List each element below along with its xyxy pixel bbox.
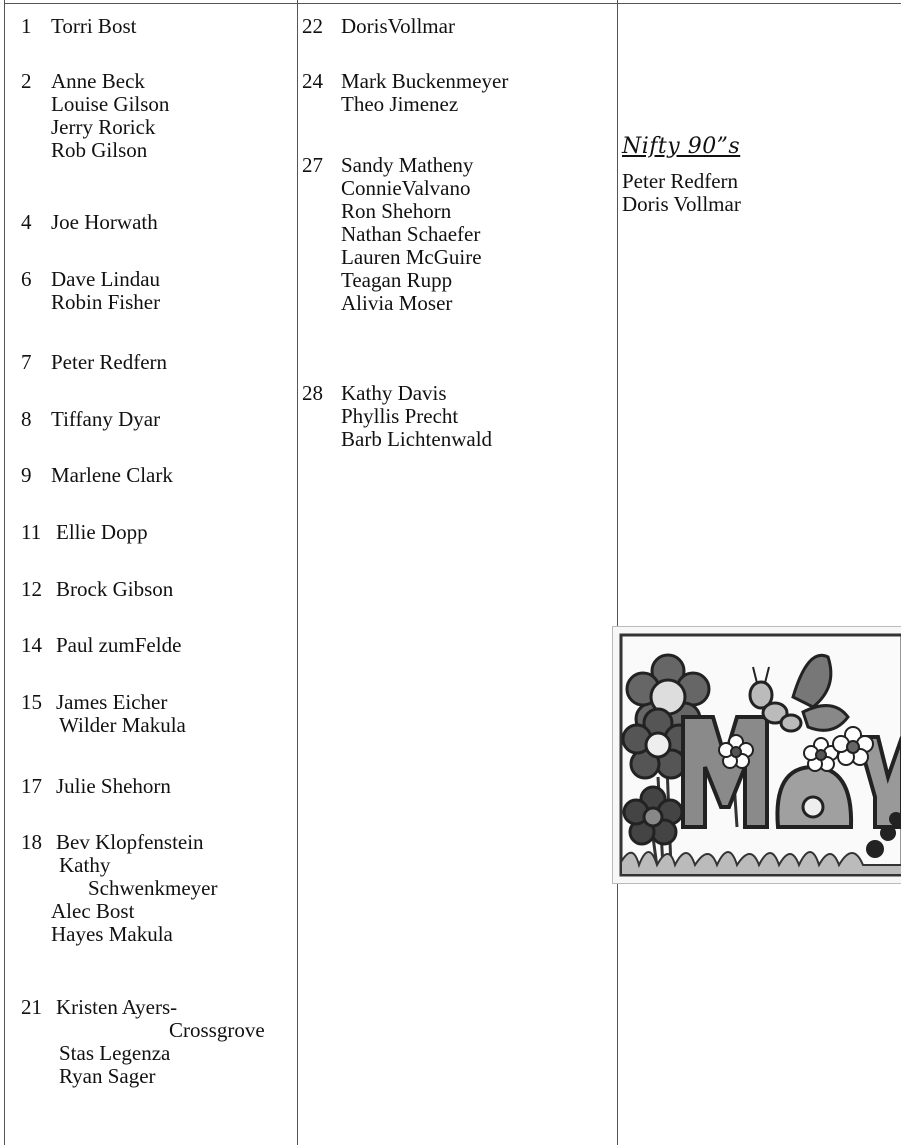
birthday-day-number: 7 xyxy=(21,350,32,374)
birthday-name: Stas Legenza xyxy=(59,1041,171,1065)
birthday-day-number: 11 xyxy=(21,520,42,544)
birthday-day-number: 17 xyxy=(21,774,42,798)
birthday-name: Kathy Davis xyxy=(341,381,447,405)
birthday-name: Robin Fisher xyxy=(51,290,161,314)
birthday-name: Louise Gilson xyxy=(51,92,170,116)
nifty-90s-title: Nifty 90”s xyxy=(622,134,741,159)
top-border xyxy=(4,3,901,4)
birthday-name: Jerry Rorick xyxy=(51,115,156,139)
birthday-day-number: 8 xyxy=(21,407,32,431)
birthday-day-number: 1 xyxy=(21,14,32,38)
birthday-name: Sandy Matheny xyxy=(341,153,474,177)
birthday-name: Mark Buckenmeyer xyxy=(341,69,509,93)
birthday-name: Bev Klopfenstein xyxy=(56,830,204,854)
birthday-name: Dave Lindau xyxy=(51,267,161,291)
birthday-name: Wilder Makula xyxy=(59,713,186,737)
nifty-name: Doris Vollmar xyxy=(622,192,741,216)
birthday-name: Anne Beck xyxy=(51,69,145,93)
birthday-name: James Eicher xyxy=(56,690,168,714)
birthday-name: Ryan Sager xyxy=(59,1064,156,1088)
birthday-name: Marlene Clark xyxy=(51,463,173,487)
birthday-name: Lauren McGuire xyxy=(341,245,482,269)
birthday-name: Joe Horwath xyxy=(51,210,158,234)
may-illustration xyxy=(613,627,901,883)
column-divider-2 xyxy=(617,0,618,1145)
birthday-day-number: 28 xyxy=(302,381,323,405)
birthday-name: Julie Shehorn xyxy=(56,774,171,798)
birthday-name: Alec Bost xyxy=(51,899,135,923)
birthday-day-number: 6 xyxy=(21,267,32,291)
birthday-name: DorisVollmar xyxy=(341,14,455,38)
birthday-name: Kristen Ayers- xyxy=(56,995,178,1019)
birthday-day-number: 12 xyxy=(21,577,42,601)
nifty-name: Peter Redfern xyxy=(622,169,739,193)
birthday-name: Brock Gibson xyxy=(56,577,174,601)
birthday-name: Hayes Makula xyxy=(51,922,173,946)
birthday-name: Rob Gilson xyxy=(51,138,148,162)
birthday-name: Ellie Dopp xyxy=(56,520,148,544)
column-divider-1 xyxy=(297,0,298,1145)
birthday-name: Kathy xyxy=(59,853,111,877)
birthday-day-number: 14 xyxy=(21,633,42,657)
birthday-name: Torri Bost xyxy=(51,14,137,38)
birthday-day-number: 9 xyxy=(21,463,32,487)
birthday-name: Crossgrove xyxy=(169,1018,265,1042)
birthday-day-number: 21 xyxy=(21,995,42,1019)
birthday-day-number: 24 xyxy=(302,69,323,93)
birthday-day-number: 27 xyxy=(302,153,323,177)
birthday-day-number: 4 xyxy=(21,210,32,234)
birthday-name: Paul zumFelde xyxy=(56,633,182,657)
birthday-name: Barb Lichtenwald xyxy=(341,427,493,451)
birthday-name: Teagan Rupp xyxy=(341,268,453,292)
birthday-name: Schwenkmeyer xyxy=(88,876,218,900)
birthday-name: Peter Redfern xyxy=(51,350,168,374)
birthday-day-number: 2 xyxy=(21,69,32,93)
birthday-day-number: 15 xyxy=(21,690,42,714)
birthday-name: Alivia Moser xyxy=(341,291,453,315)
birthday-name: ConnieValvano xyxy=(341,176,471,200)
birthday-day-number: 22 xyxy=(302,14,323,38)
birthday-name: Tiffany Dyar xyxy=(51,407,161,431)
may-clipart-image xyxy=(612,626,901,884)
birthday-name: Phyllis Precht xyxy=(341,404,459,428)
birthday-name: Theo Jimenez xyxy=(341,92,459,116)
birthday-name: Nathan Schaefer xyxy=(341,222,481,246)
left-border xyxy=(4,0,5,1145)
birthday-name: Ron Shehorn xyxy=(341,199,452,223)
birthday-day-number: 18 xyxy=(21,830,42,854)
